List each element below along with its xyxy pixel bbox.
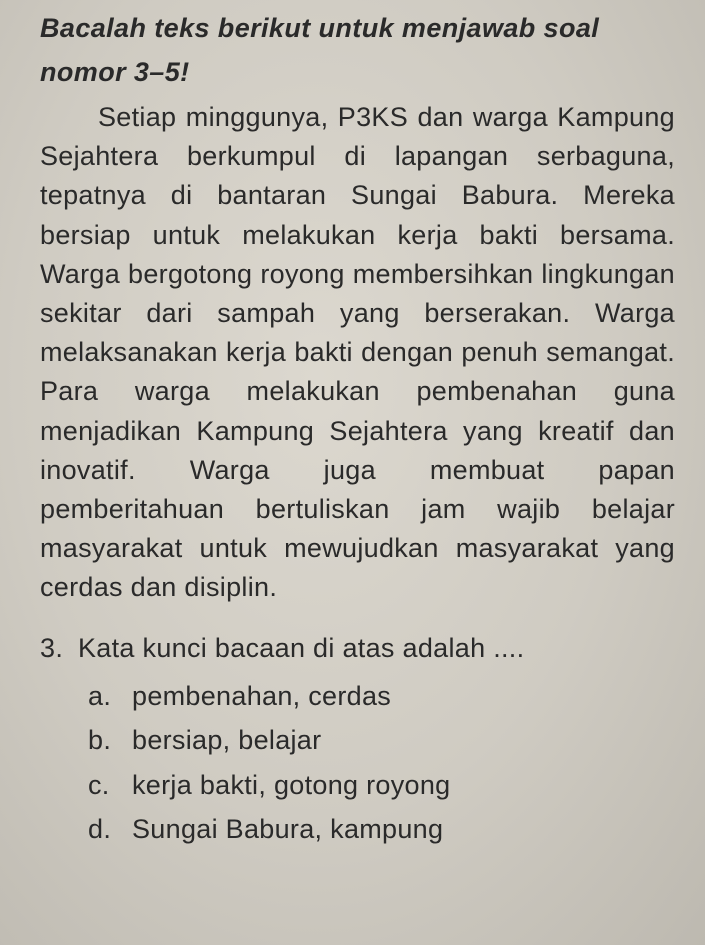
option-letter: d. bbox=[88, 814, 112, 845]
option-c[interactable] bbox=[88, 763, 675, 808]
option-letter: a. bbox=[88, 680, 112, 711]
option-text: Sungai Babura, kampung bbox=[132, 814, 444, 845]
question-3 bbox=[40, 628, 675, 668]
option-a[interactable] bbox=[88, 674, 675, 719]
option-text: pembenahan, cerdas bbox=[132, 680, 392, 711]
answer-options bbox=[88, 674, 675, 852]
option-b[interactable] bbox=[88, 718, 675, 763]
option-text: kerja bakti, gotong royong bbox=[132, 769, 451, 800]
reading-instruction: Bacalah teks berikut untuk menjawab soal nomor 3–5! bbox=[40, 13, 600, 87]
option-letter: b. bbox=[88, 725, 112, 756]
option-letter: c. bbox=[88, 769, 110, 800]
question-number: 3. bbox=[40, 632, 64, 663]
reading-passage: Setiap minggunya, P3KS dan warga Kampung Sejahtera berkumpul di lapangan serbaguna, tepatnya di bantaran Sungai Babura. Mereka bersiap untuk melakukan kerja bakti bersama. Warga bergotong royong membersihkan lingkungan sekitar dari sampah yang berserakan. Warga melaksanakan kerja bakti dengan penuh semangat. Para warga melakukan pembenahan guna menjadikan Kampung Sejahtera yang kreatif dan inovatif. Warga juga membuat papan pemberitahuan bertuliskan jam wajib belajar masyarakat untuk mewujudkan masyarakat yang cerdas dan disiplin. bbox=[40, 102, 675, 603]
question-text: Kata kunci bacaan di atas adalah .... bbox=[78, 632, 525, 663]
option-text: bersiap, belajar bbox=[132, 725, 322, 756]
option-d[interactable] bbox=[88, 807, 675, 852]
